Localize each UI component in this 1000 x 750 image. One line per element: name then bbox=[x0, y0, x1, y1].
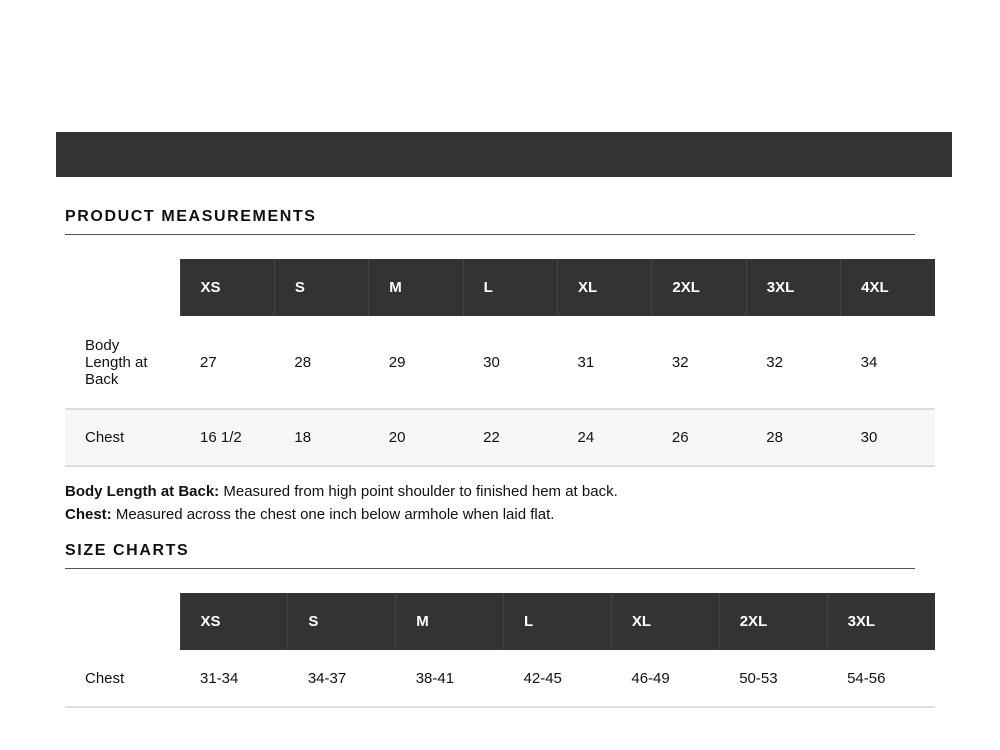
size-header-3xl: 3XL bbox=[746, 259, 840, 316]
table-cell: 27 bbox=[180, 316, 274, 409]
size-header-2xl: 2XL bbox=[652, 259, 746, 316]
product-measurements-title: PRODUCT MEASUREMENTS bbox=[65, 208, 317, 225]
table-cell: 32 bbox=[746, 316, 840, 409]
note-term: Body Length at Back: bbox=[65, 483, 220, 500]
table-cell: 50-53 bbox=[719, 650, 827, 707]
table-cell: 28 bbox=[274, 316, 368, 409]
size-header-l: L bbox=[463, 259, 557, 316]
row-label: Chest bbox=[65, 409, 180, 466]
table-cell: 28 bbox=[746, 409, 840, 466]
row-label: Body Length at Back bbox=[65, 316, 180, 409]
table-cell: 31-34 bbox=[180, 650, 288, 707]
size-header-s: S bbox=[274, 259, 368, 316]
size-header-xl: XL bbox=[611, 593, 719, 650]
top-header-bar bbox=[56, 132, 952, 177]
size-charts-divider bbox=[65, 568, 915, 569]
table-cell: 30 bbox=[463, 316, 557, 409]
note-chest bbox=[65, 503, 945, 526]
size-charts-title: SIZE CHARTS bbox=[65, 542, 190, 559]
note-text: Measured from high point shoulder to finished hem at back. bbox=[219, 483, 618, 500]
note-body-length bbox=[65, 480, 945, 503]
product-measurements-table bbox=[65, 259, 935, 467]
table-cell: 42-45 bbox=[504, 650, 612, 707]
table-cell: 22 bbox=[463, 409, 557, 466]
table-row-chest bbox=[65, 650, 935, 707]
table-cell: 24 bbox=[558, 409, 652, 466]
size-header-4xl: 4XL bbox=[841, 259, 935, 316]
size-header-m: M bbox=[396, 593, 504, 650]
table-cell: 46-49 bbox=[611, 650, 719, 707]
measurement-notes bbox=[65, 480, 945, 526]
size-header-l: L bbox=[504, 593, 612, 650]
table-cell: 32 bbox=[652, 316, 746, 409]
note-term: Chest: bbox=[65, 506, 112, 523]
table-cell: 29 bbox=[369, 316, 463, 409]
table-cell: 31 bbox=[558, 316, 652, 409]
size-charts-table bbox=[65, 593, 935, 708]
size-header-m: M bbox=[369, 259, 463, 316]
size-header-xs: XS bbox=[180, 259, 274, 316]
table-row-chest bbox=[65, 409, 935, 466]
table-cell: 54-56 bbox=[827, 650, 935, 707]
table-cell: 34-37 bbox=[288, 650, 396, 707]
table-cell: 38-41 bbox=[396, 650, 504, 707]
table-cell: 34 bbox=[841, 316, 935, 409]
size-header-2xl: 2XL bbox=[719, 593, 827, 650]
size-header-xl: XL bbox=[558, 259, 652, 316]
note-text: Measured across the chest one inch below armhole when laid flat. bbox=[111, 506, 555, 523]
table-cell: 20 bbox=[369, 409, 463, 466]
table-corner-cell bbox=[65, 593, 180, 650]
size-header-s: S bbox=[288, 593, 396, 650]
table-row-body-length bbox=[65, 316, 935, 409]
size-charts-header-row bbox=[65, 593, 935, 650]
table-cell: 26 bbox=[652, 409, 746, 466]
product-measurements-divider bbox=[65, 234, 915, 235]
table-cell: 16 1/2 bbox=[180, 409, 274, 466]
table-corner-cell bbox=[65, 259, 180, 316]
product-measurements-header-row bbox=[65, 259, 935, 316]
table-cell: 18 bbox=[274, 409, 368, 466]
size-header-xs: XS bbox=[180, 593, 288, 650]
row-label: Chest bbox=[65, 650, 180, 707]
table-cell: 30 bbox=[841, 409, 935, 466]
size-header-3xl: 3XL bbox=[827, 593, 935, 650]
